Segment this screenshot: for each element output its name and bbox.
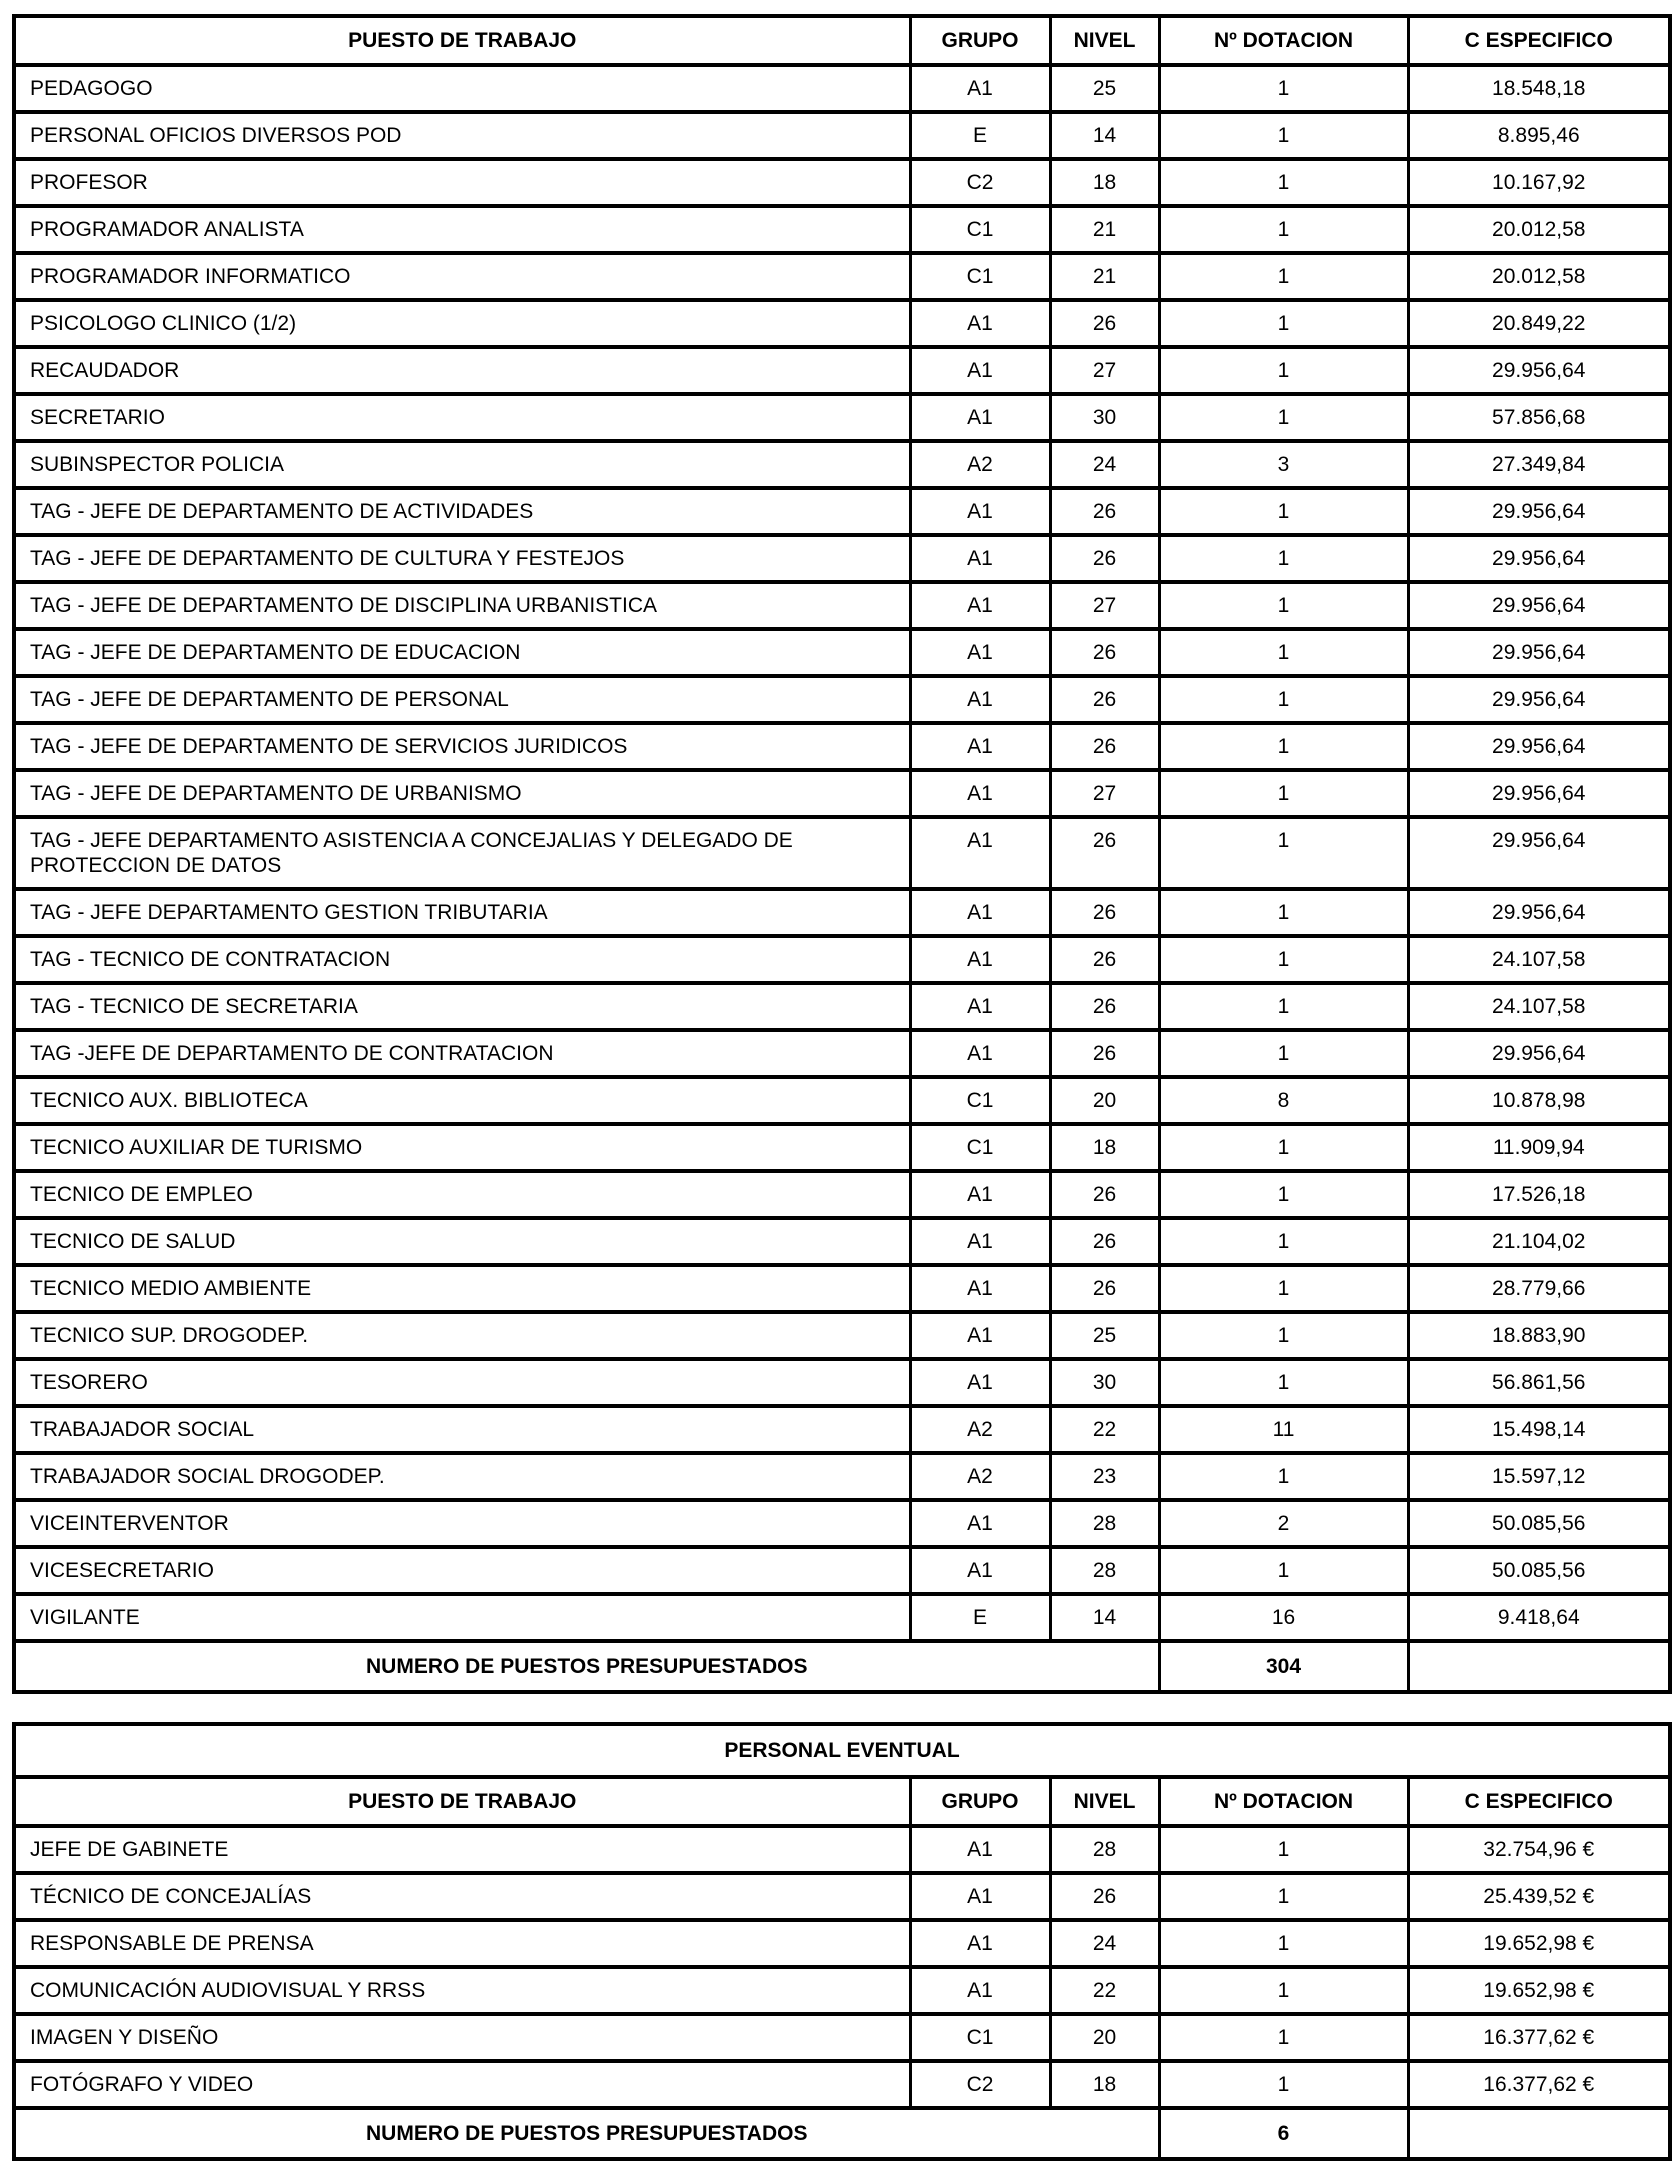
cell-puesto: TAG - JEFE DEPARTAMENTO GESTION TRIBUTARIA — [14, 889, 910, 936]
table-row — [14, 1406, 1670, 1453]
cell-especifico: 29.956,64 — [1408, 723, 1670, 770]
cell-grupo: A2 — [910, 1406, 1050, 1453]
totals-empty-cell — [1408, 1641, 1670, 1692]
cell-grupo: A1 — [910, 1547, 1050, 1594]
cell-puesto: PROFESOR — [14, 159, 910, 206]
table-row — [14, 2014, 1670, 2061]
totals-label: NUMERO DE PUESTOS PRESUPUESTADOS — [14, 1641, 1159, 1692]
table-row — [14, 983, 1670, 1030]
cell-especifico: 8.895,46 — [1408, 112, 1670, 159]
cell-puesto: TAG - JEFE DE DEPARTAMENTO DE SERVICIOS JURIDICOS — [14, 723, 910, 770]
cell-puesto: RESPONSABLE DE PRENSA — [14, 1920, 910, 1967]
cell-puesto: TAG - JEFE DE DEPARTAMENTO DE ACTIVIDADES — [14, 488, 910, 535]
table-row — [14, 394, 1670, 441]
cell-dotacion: 3 — [1159, 441, 1408, 488]
cell-especifico: 29.956,64 — [1408, 535, 1670, 582]
cell-nivel: 26 — [1050, 889, 1159, 936]
cell-puesto: COMUNICACIÓN AUDIOVISUAL Y RRSS — [14, 1967, 910, 2014]
cell-especifico: 29.956,64 — [1408, 676, 1670, 723]
cell-grupo: A1 — [910, 676, 1050, 723]
cell-especifico: 10.167,92 — [1408, 159, 1670, 206]
cell-nivel: 24 — [1050, 1920, 1159, 1967]
cell-especifico: 20.012,58 — [1408, 206, 1670, 253]
cell-dotacion: 11 — [1159, 1406, 1408, 1453]
table-row — [14, 1218, 1670, 1265]
cell-dotacion: 1 — [1159, 253, 1408, 300]
cell-grupo: A1 — [910, 582, 1050, 629]
table-row — [14, 112, 1670, 159]
table-title-row — [14, 1724, 1670, 1777]
column-header-dotacion: Nº DOTACION — [1159, 1777, 1408, 1826]
table-gap — [12, 1694, 1669, 1722]
table-row — [14, 936, 1670, 983]
cell-dotacion: 1 — [1159, 936, 1408, 983]
cell-grupo: A1 — [910, 1826, 1050, 1873]
cell-especifico: 24.107,58 — [1408, 983, 1670, 1030]
cell-dotacion: 1 — [1159, 535, 1408, 582]
cell-dotacion: 1 — [1159, 983, 1408, 1030]
cell-puesto: TAG -JEFE DE DEPARTAMENTO DE CONTRATACION — [14, 1030, 910, 1077]
cell-dotacion: 1 — [1159, 1453, 1408, 1500]
cell-dotacion: 1 — [1159, 1265, 1408, 1312]
table-row — [14, 1920, 1670, 1967]
column-header-grupo: GRUPO — [910, 1777, 1050, 1826]
cell-nivel: 26 — [1050, 1218, 1159, 1265]
cell-especifico: 29.956,64 — [1408, 488, 1670, 535]
cell-nivel: 27 — [1050, 582, 1159, 629]
cell-grupo: C2 — [910, 2061, 1050, 2108]
column-header-dotacion: Nº DOTACION — [1159, 16, 1408, 65]
cell-nivel: 20 — [1050, 1077, 1159, 1124]
column-header-grupo: GRUPO — [910, 16, 1050, 65]
totals-row — [14, 1641, 1670, 1692]
cell-dotacion: 1 — [1159, 488, 1408, 535]
table-row — [14, 1967, 1670, 2014]
cell-nivel: 25 — [1050, 65, 1159, 112]
cell-grupo: C1 — [910, 2014, 1050, 2061]
cell-grupo: A1 — [910, 1171, 1050, 1218]
table-row — [14, 535, 1670, 582]
cell-dotacion: 1 — [1159, 1873, 1408, 1920]
cell-especifico: 17.526,18 — [1408, 1171, 1670, 1218]
cell-puesto: TAG - JEFE DE DEPARTAMENTO DE DISCIPLINA URBANISTICA — [14, 582, 910, 629]
cell-nivel: 26 — [1050, 1265, 1159, 1312]
cell-puesto: TECNICO SUP. DROGODEP. — [14, 1312, 910, 1359]
cell-dotacion: 1 — [1159, 676, 1408, 723]
cell-puesto: PROGRAMADOR INFORMATICO — [14, 253, 910, 300]
cell-especifico: 29.956,64 — [1408, 629, 1670, 676]
cell-grupo: C1 — [910, 1077, 1050, 1124]
cell-nivel: 21 — [1050, 206, 1159, 253]
cell-nivel: 21 — [1050, 253, 1159, 300]
cell-grupo: A1 — [910, 817, 1050, 889]
cell-puesto: PEDAGOGO — [14, 65, 910, 112]
cell-puesto: FOTÓGRAFO Y VIDEO — [14, 2061, 910, 2108]
cell-puesto: SECRETARIO — [14, 394, 910, 441]
cell-nivel: 28 — [1050, 1547, 1159, 1594]
cell-especifico: 20.849,22 — [1408, 300, 1670, 347]
table-row — [14, 1826, 1670, 1873]
totals-value: 6 — [1159, 2108, 1408, 2159]
cell-nivel: 26 — [1050, 1171, 1159, 1218]
cell-grupo: A1 — [910, 1265, 1050, 1312]
cell-grupo: A1 — [910, 629, 1050, 676]
cell-puesto: TRABAJADOR SOCIAL DROGODEP. — [14, 1453, 910, 1500]
cell-grupo: A2 — [910, 1453, 1050, 1500]
table-row — [14, 2061, 1670, 2108]
table-row — [14, 1453, 1670, 1500]
table-row — [14, 488, 1670, 535]
cell-grupo: A1 — [910, 723, 1050, 770]
cell-especifico: 29.956,64 — [1408, 1030, 1670, 1077]
cell-dotacion: 1 — [1159, 889, 1408, 936]
cell-nivel: 24 — [1050, 441, 1159, 488]
cell-especifico: 21.104,02 — [1408, 1218, 1670, 1265]
cell-nivel: 20 — [1050, 2014, 1159, 2061]
column-header-puesto: PUESTO DE TRABAJO — [14, 16, 910, 65]
table-row — [14, 1124, 1670, 1171]
cell-nivel: 26 — [1050, 936, 1159, 983]
table-row — [14, 676, 1670, 723]
cell-dotacion: 1 — [1159, 394, 1408, 441]
cell-especifico: 10.878,98 — [1408, 1077, 1670, 1124]
cell-nivel: 22 — [1050, 1967, 1159, 2014]
cell-puesto: PSICOLOGO CLINICO (1/2) — [14, 300, 910, 347]
cell-dotacion: 1 — [1159, 1967, 1408, 2014]
cell-especifico: 57.856,68 — [1408, 394, 1670, 441]
totals-empty-cell — [1408, 2108, 1670, 2159]
column-header-puesto: PUESTO DE TRABAJO — [14, 1777, 910, 1826]
cell-grupo: A1 — [910, 1312, 1050, 1359]
cell-dotacion: 1 — [1159, 817, 1408, 889]
totals-row — [14, 2108, 1670, 2159]
cell-grupo: A1 — [910, 1873, 1050, 1920]
cell-grupo: C1 — [910, 253, 1050, 300]
column-header-nivel: NIVEL — [1050, 1777, 1159, 1826]
cell-dotacion: 1 — [1159, 2061, 1408, 2108]
table-row — [14, 1547, 1670, 1594]
cell-puesto: SUBINSPECTOR POLICIA — [14, 441, 910, 488]
cell-grupo: A2 — [910, 441, 1050, 488]
cell-puesto: IMAGEN Y DISEÑO — [14, 2014, 910, 2061]
cell-puesto: RECAUDADOR — [14, 347, 910, 394]
cell-puesto: TESORERO — [14, 1359, 910, 1406]
cell-puesto: PERSONAL OFICIOS DIVERSOS POD — [14, 112, 910, 159]
cell-nivel: 26 — [1050, 983, 1159, 1030]
cell-dotacion: 1 — [1159, 159, 1408, 206]
cell-especifico: 29.956,64 — [1408, 889, 1670, 936]
cell-especifico: 16.377,62 € — [1408, 2014, 1670, 2061]
totals-value: 304 — [1159, 1641, 1408, 1692]
table-row — [14, 65, 1670, 112]
cell-especifico: 18.883,90 — [1408, 1312, 1670, 1359]
cell-puesto: TECNICO AUX. BIBLIOTECA — [14, 1077, 910, 1124]
table-row — [14, 1359, 1670, 1406]
table-row — [14, 1265, 1670, 1312]
cell-dotacion: 1 — [1159, 1920, 1408, 1967]
cell-grupo: A1 — [910, 300, 1050, 347]
table-row — [14, 1171, 1670, 1218]
cell-nivel: 26 — [1050, 629, 1159, 676]
cell-puesto: VICESECRETARIO — [14, 1547, 910, 1594]
cell-nivel: 14 — [1050, 1594, 1159, 1641]
cell-dotacion: 1 — [1159, 1547, 1408, 1594]
cell-puesto: TAG - JEFE DEPARTAMENTO ASISTENCIA A CONCEJALIAS Y DELEGADO DE PROTECCION DE DATOS — [14, 817, 910, 889]
cell-especifico: 50.085,56 — [1408, 1500, 1670, 1547]
cell-puesto: TAG - JEFE DE DEPARTAMENTO DE URBANISMO — [14, 770, 910, 817]
cell-especifico: 18.548,18 — [1408, 65, 1670, 112]
cell-dotacion: 1 — [1159, 582, 1408, 629]
cell-nivel: 30 — [1050, 394, 1159, 441]
cell-nivel: 26 — [1050, 300, 1159, 347]
table-row — [14, 1873, 1670, 1920]
cell-especifico: 29.956,64 — [1408, 817, 1670, 889]
cell-nivel: 26 — [1050, 1873, 1159, 1920]
personal-eventual-table — [12, 1722, 1672, 2161]
cell-puesto: TAG - JEFE DE DEPARTAMENTO DE CULTURA Y FESTEJOS — [14, 535, 910, 582]
table-row — [14, 629, 1670, 676]
cell-dotacion: 1 — [1159, 1030, 1408, 1077]
cell-dotacion: 1 — [1159, 65, 1408, 112]
header-row — [14, 16, 1670, 65]
cell-puesto: TAG - TECNICO DE CONTRATACION — [14, 936, 910, 983]
cell-dotacion: 1 — [1159, 770, 1408, 817]
cell-dotacion: 1 — [1159, 2014, 1408, 2061]
cell-nivel: 18 — [1050, 2061, 1159, 2108]
cell-nivel: 30 — [1050, 1359, 1159, 1406]
cell-puesto: TAG - JEFE DE DEPARTAMENTO DE EDUCACION — [14, 629, 910, 676]
cell-especifico: 11.909,94 — [1408, 1124, 1670, 1171]
cell-dotacion: 1 — [1159, 347, 1408, 394]
cell-dotacion: 8 — [1159, 1077, 1408, 1124]
cell-grupo: C1 — [910, 206, 1050, 253]
cell-nivel: 26 — [1050, 723, 1159, 770]
cell-nivel: 26 — [1050, 1030, 1159, 1077]
cell-especifico: 32.754,96 € — [1408, 1826, 1670, 1873]
cell-puesto: TRABAJADOR SOCIAL — [14, 1406, 910, 1453]
cell-especifico: 50.085,56 — [1408, 1547, 1670, 1594]
cell-nivel: 28 — [1050, 1826, 1159, 1873]
cell-puesto: JEFE DE GABINETE — [14, 1826, 910, 1873]
cell-grupo: A1 — [910, 488, 1050, 535]
cell-especifico: 19.652,98 € — [1408, 1920, 1670, 1967]
cell-nivel: 26 — [1050, 488, 1159, 535]
cell-puesto: VIGILANTE — [14, 1594, 910, 1641]
cell-grupo: A1 — [910, 770, 1050, 817]
cell-dotacion: 16 — [1159, 1594, 1408, 1641]
cell-puesto: TECNICO AUXILIAR DE TURISMO — [14, 1124, 910, 1171]
cell-nivel: 25 — [1050, 1312, 1159, 1359]
cell-grupo: A1 — [910, 1500, 1050, 1547]
column-header-especifico: C ESPECIFICO — [1408, 1777, 1670, 1826]
table-row — [14, 889, 1670, 936]
table-row — [14, 347, 1670, 394]
table-row — [14, 300, 1670, 347]
table-row — [14, 582, 1670, 629]
cell-especifico: 9.418,64 — [1408, 1594, 1670, 1641]
table-row — [14, 817, 1670, 889]
cell-dotacion: 1 — [1159, 112, 1408, 159]
table-row — [14, 1077, 1670, 1124]
cell-puesto: TECNICO DE EMPLEO — [14, 1171, 910, 1218]
column-header-nivel: NIVEL — [1050, 16, 1159, 65]
cell-nivel: 14 — [1050, 112, 1159, 159]
cell-nivel: 18 — [1050, 159, 1159, 206]
cell-dotacion: 1 — [1159, 1312, 1408, 1359]
cell-puesto: PROGRAMADOR ANALISTA — [14, 206, 910, 253]
cell-especifico: 25.439,52 € — [1408, 1873, 1670, 1920]
cell-grupo: A1 — [910, 1967, 1050, 2014]
cell-dotacion: 1 — [1159, 1359, 1408, 1406]
cell-nivel: 26 — [1050, 817, 1159, 889]
cell-grupo: A1 — [910, 1920, 1050, 1967]
table-row — [14, 253, 1670, 300]
column-header-especifico: C ESPECIFICO — [1408, 16, 1670, 65]
cell-especifico: 29.956,64 — [1408, 347, 1670, 394]
cell-grupo: A1 — [910, 1218, 1050, 1265]
cell-especifico: 27.349,84 — [1408, 441, 1670, 488]
table-row — [14, 206, 1670, 253]
cell-grupo: A1 — [910, 1359, 1050, 1406]
cell-dotacion: 1 — [1159, 300, 1408, 347]
totals-label: NUMERO DE PUESTOS PRESUPUESTADOS — [14, 2108, 1159, 2159]
cell-dotacion: 1 — [1159, 723, 1408, 770]
cell-especifico: 28.779,66 — [1408, 1265, 1670, 1312]
cell-especifico: 15.597,12 — [1408, 1453, 1670, 1500]
cell-dotacion: 1 — [1159, 1124, 1408, 1171]
cell-nivel: 26 — [1050, 676, 1159, 723]
cell-grupo: A1 — [910, 936, 1050, 983]
table-row — [14, 1030, 1670, 1077]
cell-especifico: 29.956,64 — [1408, 582, 1670, 629]
cell-grupo: C1 — [910, 1124, 1050, 1171]
cell-puesto: TECNICO DE SALUD — [14, 1218, 910, 1265]
table-row — [14, 1500, 1670, 1547]
staff-positions-table — [12, 14, 1672, 1694]
cell-dotacion: 1 — [1159, 629, 1408, 676]
table-row — [14, 1594, 1670, 1641]
cell-puesto: TECNICO MEDIO AMBIENTE — [14, 1265, 910, 1312]
cell-nivel: 18 — [1050, 1124, 1159, 1171]
cell-nivel: 27 — [1050, 347, 1159, 394]
table-row — [14, 441, 1670, 488]
cell-especifico: 15.498,14 — [1408, 1406, 1670, 1453]
cell-puesto: TÉCNICO DE CONCEJALÍAS — [14, 1873, 910, 1920]
cell-nivel: 26 — [1050, 535, 1159, 582]
cell-dotacion: 1 — [1159, 206, 1408, 253]
cell-especifico: 56.861,56 — [1408, 1359, 1670, 1406]
cell-grupo: A1 — [910, 347, 1050, 394]
table-title: PERSONAL EVENTUAL — [14, 1724, 1670, 1777]
cell-dotacion: 2 — [1159, 1500, 1408, 1547]
table-row — [14, 723, 1670, 770]
cell-puesto: TAG - JEFE DE DEPARTAMENTO DE PERSONAL — [14, 676, 910, 723]
cell-grupo: A1 — [910, 535, 1050, 582]
cell-nivel: 23 — [1050, 1453, 1159, 1500]
cell-grupo: A1 — [910, 889, 1050, 936]
cell-grupo: A1 — [910, 65, 1050, 112]
cell-puesto: TAG - TECNICO DE SECRETARIA — [14, 983, 910, 1030]
cell-nivel: 27 — [1050, 770, 1159, 817]
table-row — [14, 159, 1670, 206]
cell-grupo: C2 — [910, 159, 1050, 206]
cell-especifico: 16.377,62 € — [1408, 2061, 1670, 2108]
table-row — [14, 770, 1670, 817]
cell-especifico: 29.956,64 — [1408, 770, 1670, 817]
table-row — [14, 1312, 1670, 1359]
cell-grupo: E — [910, 1594, 1050, 1641]
header-row — [14, 1777, 1670, 1826]
cell-dotacion: 1 — [1159, 1171, 1408, 1218]
cell-puesto: VICEINTERVENTOR — [14, 1500, 910, 1547]
cell-especifico: 20.012,58 — [1408, 253, 1670, 300]
cell-nivel: 28 — [1050, 1500, 1159, 1547]
cell-grupo: A1 — [910, 1030, 1050, 1077]
cell-grupo: A1 — [910, 394, 1050, 441]
cell-grupo: E — [910, 112, 1050, 159]
cell-dotacion: 1 — [1159, 1218, 1408, 1265]
cell-dotacion: 1 — [1159, 1826, 1408, 1873]
cell-especifico: 24.107,58 — [1408, 936, 1670, 983]
cell-especifico: 19.652,98 € — [1408, 1967, 1670, 2014]
cell-grupo: A1 — [910, 983, 1050, 1030]
cell-nivel: 22 — [1050, 1406, 1159, 1453]
